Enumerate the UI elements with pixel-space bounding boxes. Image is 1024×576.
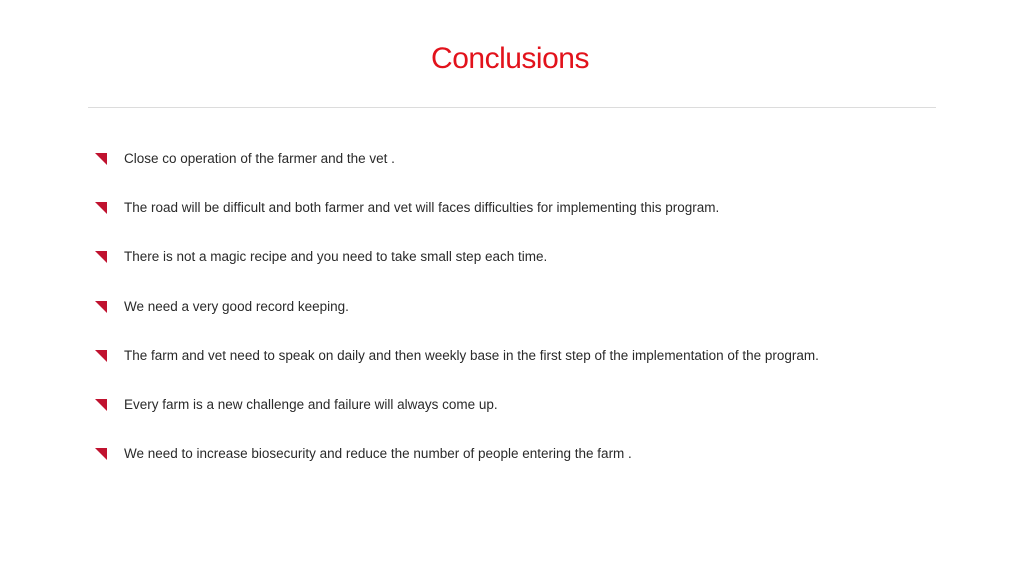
bullet-item bbox=[95, 148, 819, 197]
bullet-item bbox=[95, 197, 819, 246]
red-triangle-bullet-icon bbox=[95, 448, 107, 460]
red-triangle-bullet-icon bbox=[95, 251, 107, 263]
bullet-item bbox=[95, 296, 819, 345]
bullet-item bbox=[95, 394, 819, 443]
red-triangle-bullet-icon bbox=[95, 202, 107, 214]
bullet-item bbox=[95, 345, 819, 394]
title-divider bbox=[88, 107, 936, 108]
bullet-text: There is not a magic recipe and you need to take small step each time. bbox=[124, 249, 548, 265]
bullet-text: The road will be difficult and both farmer and vet will faces difficulties for implementing this program. bbox=[124, 200, 720, 216]
red-triangle-bullet-icon bbox=[95, 399, 107, 411]
red-triangle-bullet-icon bbox=[95, 301, 107, 313]
red-triangle-bullet-icon bbox=[95, 350, 107, 362]
bullet-item bbox=[95, 246, 819, 295]
bullet-text: The farm and vet need to speak on daily and then weekly base in the first step of the implementation of the program. bbox=[124, 347, 819, 363]
bullet-text: Every farm is a new challenge and failure will always come up. bbox=[124, 396, 498, 412]
red-triangle-bullet-icon bbox=[95, 153, 107, 165]
bullet-text: Close co operation of the farmer and the vet . bbox=[124, 151, 395, 166]
bullet-text: We need a very good record keeping. bbox=[124, 298, 349, 314]
slide-title: Conclusions bbox=[431, 42, 589, 75]
bullet-text: We need to increase biosecurity and reduce the number of people entering the farm . bbox=[124, 446, 632, 462]
bullet-item bbox=[95, 443, 819, 492]
bullet-list bbox=[95, 148, 819, 492]
